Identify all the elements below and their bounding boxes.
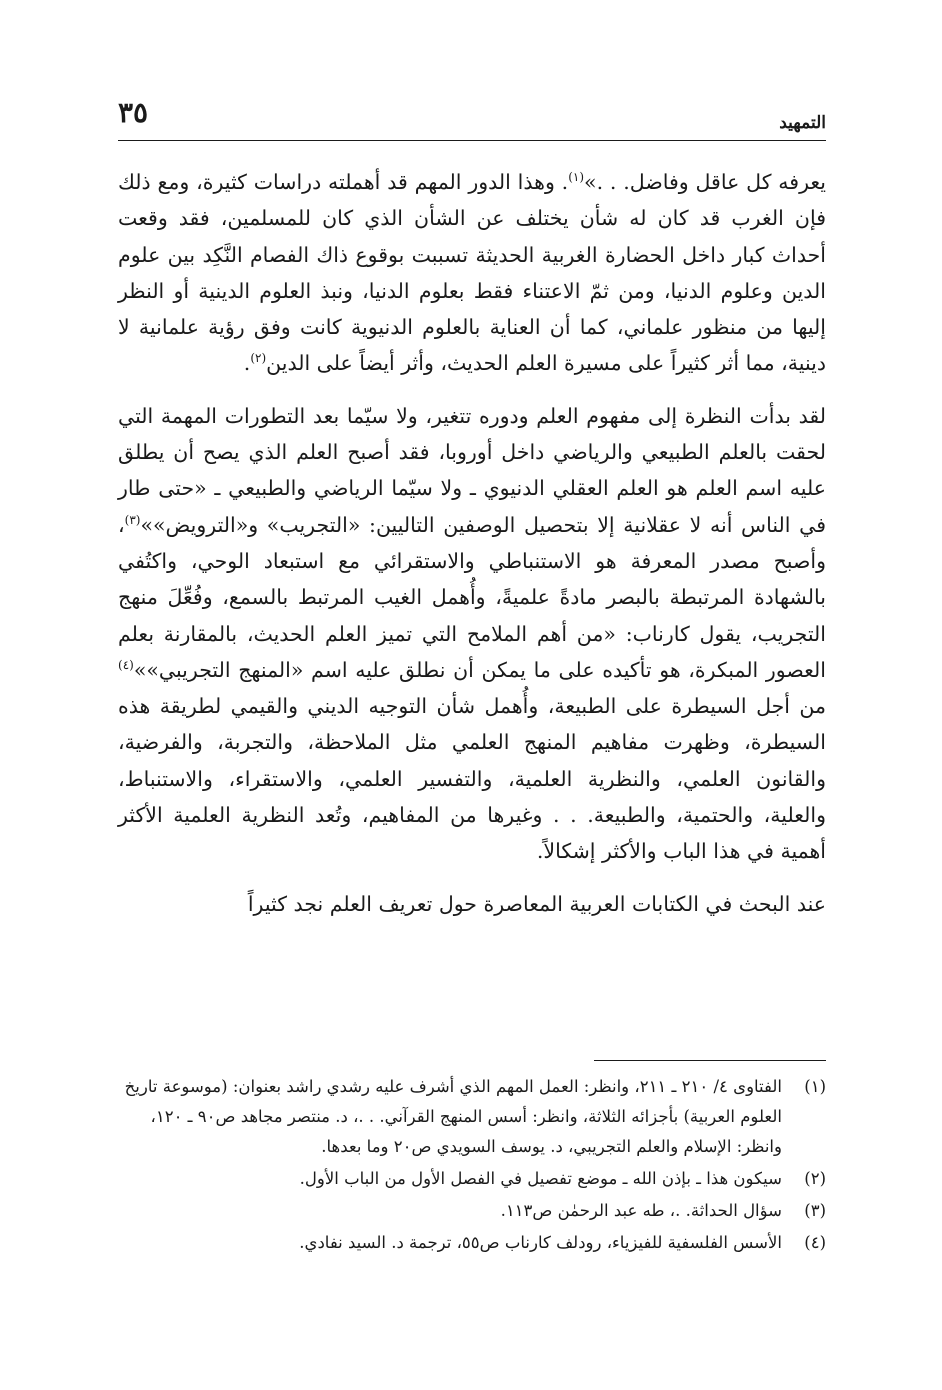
footnote	[118, 1228, 826, 1258]
text-segment: . وهذا الدور المهم قد أهملته دراسات كثيرة، ومع ذلك فإن الغرب قد كان له شأن يختلف عن الشأن الذي كان للمسلمين، فقد وقعت أحداث كبار داخل الحضارة الغربية الحديثة تسببت بوقوع ذاك الفصام النَّكِد بين علوم الدين وعلوم الدنيا، ومن ثمّ الاعتناء فقط بعلوم الدنيا، ونبذ العلوم الدينية أو النظر إليها من منظور علماني، كما أن العناية بالعلوم الدنيوية كانت وفق رؤية علمانية لا دينية، مما أثر كثيراً على مسيرة العلم الحديث، وأثر أيضاً على الدين	[118, 170, 826, 376]
page-number: ٣٥	[118, 96, 149, 129]
text-segment: ، وأصبح مصدر المعرفة هو الاستنباطي والاستقرائي مع استبعاد الوحي، واكتُفي بالشهادة المرتبطة بالبصر مادةً علميةً، وأُهمل الغيب المرتبط بالسمع، وفُعِّلَ منهج التجريب، يقول كارناب: «من أهم الملامح التي تميز العلم الحديث، بالمقارنة بعلم العصور المبكرة، هو تأكيده على ما يمكن أن نطلق عليه اسم «المنهج التجريبي»»	[118, 512, 826, 682]
footnote-number: (٢)	[804, 1169, 826, 1188]
footnote	[118, 1196, 826, 1226]
footnote-ref: (٢)	[250, 351, 267, 366]
footnote-number: (٤)	[804, 1233, 826, 1252]
page-header	[118, 96, 826, 141]
footnote-text: الأسس الفلسفية للفيزياء، رودلف كارناب ص٥٥، ترجمة د. السيد نفادي.	[299, 1233, 782, 1252]
footnotes	[118, 1072, 826, 1260]
footnote-text: سيكون هذا ـ بإذن الله ـ موضع تفصيل في الفصل الأول من الباب الأول.	[299, 1169, 782, 1188]
footnote-divider	[594, 1060, 826, 1061]
footnote	[118, 1164, 826, 1194]
footnote-ref: (٤)	[118, 658, 134, 673]
paragraph-1	[118, 164, 826, 382]
footnote	[118, 1072, 826, 1162]
text-segment: يعرفه كل عاقل وفاضل. . .»	[584, 170, 826, 194]
text-segment: .	[243, 351, 251, 376]
paragraph-3	[118, 886, 826, 922]
footnote-ref: (٣)	[124, 512, 141, 527]
footnote-text: سؤال الحداثة. .، طه عبد الرحمٰن ص١١٣.	[500, 1201, 782, 1220]
footnote-number: (١)	[804, 1077, 826, 1096]
footnote-text: الفتاوى ٤/ ٢١٠ ـ ٢١١، وانظر: العمل المهم الذي أشرف عليه رشدي راشد بعنوان: (موسوعة تاريخ العلوم العربية) بأجزائه الثلاثة، وانظر: أسس المنهج القرآني. . .، د. منتصر مجاهد ص٩٠ ـ ١٢٠، وانظر: الإسلام والعلم التجريبي، د. يوسف السويدي ص٢٠ وما بعدها.	[124, 1077, 782, 1156]
main-text	[118, 164, 826, 938]
text-segment: من أجل السيطرة على الطبيعة، وأُهمل شأن التوجيه الديني والقيمي لطريقة هذه السيطرة، وظهرت مفاهيم المنهج العلمي مثل الملاحظة، والتجربة، والفرضية، والقانون العلمي، والنظرية العلمية، والتفسير العلمي، والاستقراء، والاستنباط، والعلية، والحتمية، والطبيعة. . . وغيرها من المفاهيم، وتُعد النظرية العلمية الأكثر أهمية في هذا الباب والأكثر إشكالاً.	[118, 694, 826, 864]
footnote-ref: (١)	[568, 170, 585, 185]
text-segment: لقد بدأت النظرة إلى مفهوم العلم ودوره تتغير، ولا سيّما بعد التطورات المهمة التي لحقت بالعلم الطبيعي والرياضي داخل أوروبا، فقد أصبح العلم الذي يصح أن يطلق عليه اسم العلم هو العلم العقلي الدنيوي ـ ولا سيّما الرياضي والطبيعي ـ «حتى طار في الناس أنه لا عقلانية إلا بتحصيل الوصفين التاليين: «التجريب» و«الترويض»»	[118, 403, 826, 537]
running-head: التمهيد	[779, 113, 826, 133]
paragraph-3-text: عند البحث في الكتابات العربية المعاصرة حول تعريف العلم نجد كثيراً	[247, 891, 826, 916]
footnote-number: (٣)	[804, 1201, 826, 1220]
paragraph-2	[118, 398, 826, 870]
